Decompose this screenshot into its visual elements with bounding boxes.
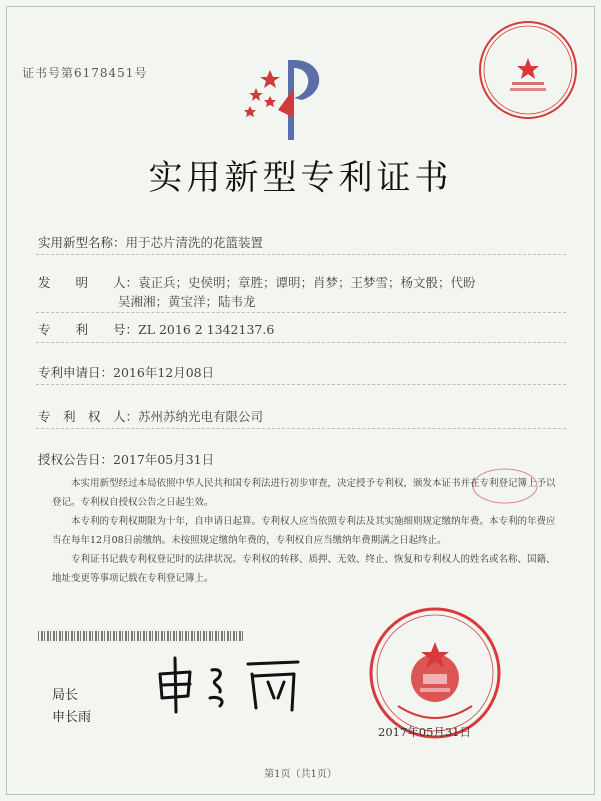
field-application-date <box>38 363 214 381</box>
certificate-body-text <box>52 474 564 588</box>
star-icon <box>264 96 276 107</box>
body-paragraph: 本实用新型经过本局依照中华人民共和国专利法进行初步审查，决定授予专利权，颁发本证书并在专利登记簿上予以登记。专利权自授权公告之日起生效。 <box>52 478 556 508</box>
field-value: 苏州苏纳光电有限公司 <box>138 409 264 424</box>
divider <box>36 342 566 343</box>
signature-title: 局长 <box>52 688 79 703</box>
field-label: 专 利 号： <box>38 322 139 337</box>
body-paragraph: 本专利的专利权期限为十年，自申请日起算。专利权人应当依照专利法及其实施细则规定缴纳年费。本专利的年费应当在每年12月08日前缴纳。未按照规定缴纳年费的，专利权自应当缴纳年费期满之日起终止。 <box>52 516 556 546</box>
field-value: 用于芯片清洗的花篮装置 <box>125 235 264 250</box>
field-value: ZL 2016 2 1342137.6 <box>138 322 275 337</box>
field-grant-date <box>38 450 214 468</box>
field-utility-model-name <box>38 233 263 251</box>
handwritten-signature <box>150 652 310 716</box>
divider <box>36 254 566 255</box>
star-icon <box>244 106 256 117</box>
divider <box>36 384 566 385</box>
field-label: 专利申请日： <box>38 365 114 380</box>
star-icon <box>260 70 280 88</box>
field-inventor <box>38 273 476 291</box>
field-label: 专 利 权 人： <box>38 409 139 424</box>
field-label: 授权公告日： <box>38 452 114 467</box>
field-label: 发 明 人： <box>38 275 139 290</box>
field-value: 吴湘湘；黄宝洋；陆韦龙 <box>118 294 256 309</box>
field-patent-number <box>38 320 274 338</box>
body-paragraph: 专利证书记载专利权登记时的法律状况。专利权的转移、质押、无效、终止、恢复和专利权人的姓名或名称、国籍、地址变更等事项记载在专利登记簿上。 <box>52 554 556 584</box>
divider <box>36 428 566 429</box>
page-number: 第1页（共1页） <box>264 769 337 780</box>
issue-date: 2017年05月31日 <box>378 725 472 739</box>
field-value: 2016年12月08日 <box>113 365 215 380</box>
agency-seal <box>476 18 580 122</box>
document-title: 实用新型专利证书 <box>148 158 453 198</box>
star-icon <box>517 58 539 79</box>
field-value: 袁正兵；史侯明；章胜；谭明；肖梦；王梦雪；杨文骰；代盼 <box>138 275 476 290</box>
signature-name: 申长雨 <box>52 710 92 725</box>
field-value: 2017年05月31日 <box>113 452 215 467</box>
certificate-number: 证书号第6178451号 <box>22 66 148 80</box>
star-icon <box>249 88 263 101</box>
patent-office-logo <box>236 48 328 148</box>
field-inventor-line2 <box>118 292 256 310</box>
national-ip-office-seal <box>368 606 502 740</box>
field-patentee <box>38 407 263 425</box>
divider <box>36 312 566 313</box>
field-label: 实用新型名称： <box>38 235 126 250</box>
barcode <box>38 631 244 641</box>
